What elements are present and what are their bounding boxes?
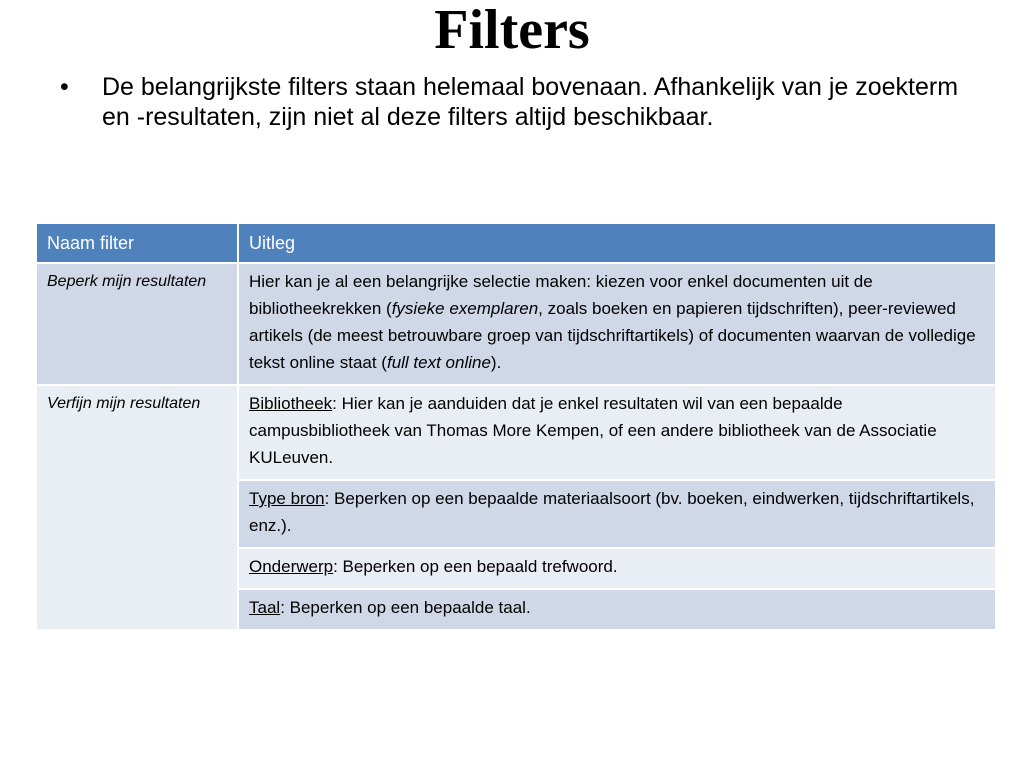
explanation-part-italic: full text online xyxy=(386,353,491,372)
filter-name-beperk: Beperk mijn resultaten xyxy=(37,263,238,385)
explanation-part: ). xyxy=(490,353,502,372)
bullet-icon: • xyxy=(60,73,69,101)
filter-term: Taal xyxy=(249,598,281,617)
header-naam-filter: Naam filter xyxy=(37,224,238,263)
filter-term: Type bron xyxy=(249,489,325,508)
header-uitleg: Uitleg xyxy=(238,224,996,263)
filter-explanation-beperk xyxy=(238,263,996,385)
filter-item-onderwerp xyxy=(238,548,996,589)
table-row xyxy=(37,263,996,385)
explanation-part: , zoals boeken en papieren tijdschriften), peer-reviewed artikels (de meest betrouwbare groep van tijdschriftartikels) of documenten waarvan de volledige tekst online staat ( xyxy=(249,299,976,372)
slide-title: Filters xyxy=(434,0,590,61)
filter-term-text: : Beperken op een bepaald trefwoord. xyxy=(333,557,618,576)
filters-table xyxy=(37,224,997,629)
explanation-part-italic: fysieke exemplaren xyxy=(391,299,539,318)
filter-item-type-bron xyxy=(238,480,996,548)
filter-name-verfijn: Verfijn mijn resultaten xyxy=(37,385,238,629)
bullet-point xyxy=(60,72,960,132)
filter-term: Bibliotheek xyxy=(249,394,333,413)
filter-item-bibliotheek xyxy=(238,385,996,480)
bullet-text: De belangrijkste filters staan helemaal bovenaan. Afhankelijk van je zoekterm en -resultaten, zijn niet al deze filters altijd beschikbaar. xyxy=(102,73,959,131)
filter-term: Onderwerp xyxy=(249,557,334,576)
filter-term-text: : Beperken op een bepaalde materiaalsoort (bv. boeken, eindwerken, tijdschriftartikels, enz.). xyxy=(249,489,975,535)
filter-term-text: : Hier kan je aanduiden dat je enkel resultaten wil van een bepaalde campusbibliotheek van Thomas More Kempen, of een andere bibliotheek van de Associatie KULeuven. xyxy=(249,394,937,467)
table-row xyxy=(37,385,996,480)
explanation-part: Hier kan je al een belangrijke selectie maken: kiezen voor enkel documenten uit de bibliotheekrekken ( xyxy=(249,272,873,318)
filter-item-taal xyxy=(238,589,996,629)
table-header-row xyxy=(37,224,996,263)
filter-term-text: : Beperken op een bepaalde taal. xyxy=(280,598,531,617)
